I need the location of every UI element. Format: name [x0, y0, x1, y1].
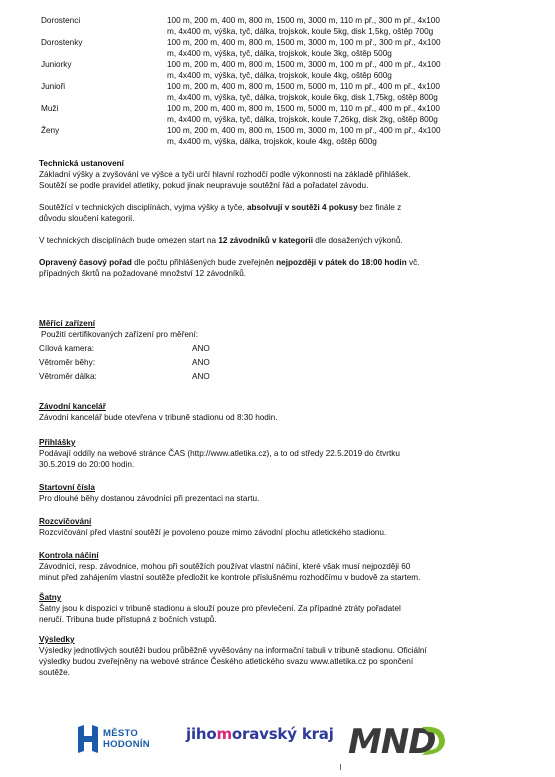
paragraph-line: Rozcvičování před vlastní soutěží je povoleno pouze mimo závodní plochu atletického stadionu. [39, 528, 387, 537]
measuring-row [39, 371, 499, 382]
measuring-section [39, 318, 499, 382]
measuring-row [39, 343, 499, 354]
paragraph-line: neručí. Tribuna bude přístupná z bočních vstupů. [39, 615, 217, 624]
discipline-list [167, 81, 496, 103]
section-title: Výsledky [39, 635, 75, 644]
section-title: Technická ustanovení [39, 159, 124, 168]
paragraph-line: Závodní kancelář bude otevřena v tribuně stadionu od 8:30 hodin. [39, 413, 278, 422]
paragraph-line: důvodu sloučení kategorií. [39, 214, 135, 223]
paragraph-line: Výsledky jednotlivých soutěží budou průběžně vyvěšovány na informační tabuli v tribuně stadionu. Oficiální [39, 646, 427, 655]
discipline-line: 100 m, 200 m, 400 m, 800 m, 1500 m, 5000 m, 110 m př., 400 m př., 4x100 [167, 104, 440, 113]
discipline-row [41, 59, 496, 81]
paragraph-line: Šatny jsou k dispozici v tribuně stadionu a slouží pouze pro převlečení. Za případné ztráty pořadatel [39, 604, 401, 613]
discipline-row [41, 37, 496, 59]
discipline-line: 100 m, 200 m, 400 m, 800 m, 1500 m, 3000 m, 100 m př., 400 m př., 4x100 [167, 60, 441, 69]
measuring-value: ANO [192, 344, 210, 353]
discipline-line: m, 4x400 m, výška, dálka, trojskok, koule 4kg, oštěp 600g [167, 137, 377, 146]
discipline-line: m, 4x400 m, výška, tyč, dálka, trojskok, koule 7,26kg, disk 2kg, oštěp 800g [167, 115, 438, 124]
measuring-label: Cílová kamera: [39, 344, 95, 353]
paragraph-line: výsledky budou zveřejněny na webové stránce Českého atletického svazu www.atletika.cz po spončení [39, 657, 414, 666]
mnd-logo [348, 719, 454, 761]
measuring-row [39, 357, 499, 368]
hodonin-h-icon [76, 723, 100, 755]
discipline-line: m, 4x400 m, výška, tyč, dálka, trojskok, koule 3kg, oštěp 500g [167, 49, 392, 58]
text: V technických disciplínách bude omezen start na [39, 236, 219, 245]
logo-text: oravský kraj [231, 725, 334, 743]
section-title: Kontrola náčiní [39, 551, 99, 560]
mesto-hodonin-text [103, 728, 150, 750]
bibs-section [39, 482, 499, 504]
paragraph-line: Soutěží se podle pravidel atletiky, pokud jinak neupravuje soutěžní řád a pořadatel závodu. [39, 181, 369, 190]
logo-text: jiho [186, 725, 217, 743]
disciplines-table [41, 15, 496, 147]
discipline-row [41, 103, 496, 125]
sponsor-logos [0, 715, 555, 765]
discipline-list [167, 15, 496, 37]
paragraph-line: Základní výšky a zvyšování ve výšce a tyči určí hlavní rozhodčí podle výkonnosti na základě přihlášek. [39, 170, 411, 179]
text: vč. [406, 258, 420, 267]
paragraph [39, 235, 499, 246]
bold-text: absolvují v soutěži 4 pokusy [246, 203, 358, 212]
warmup-section [39, 516, 499, 538]
discipline-list [167, 125, 496, 147]
discipline-list [167, 103, 496, 125]
paragraph-line: Pro dlouhé běhy dostanou závodníci při prezentaci na startu. [39, 494, 260, 503]
discipline-row [41, 81, 496, 103]
discipline-line: m, 4x400 m, výška, tyč, dálka, trojskok, koule 4kg, oštěp 600g [167, 71, 392, 80]
discipline-line: m, 4x400 m, výška, tyč, dálka, trojskok, koule 6kg, disk 1,75kg, oštěp 800g [167, 93, 438, 102]
paragraph-line: minut před zahájením vlastní soutěže předložit ke kontrole příslušnému rozhodčímu v budově za startem. [39, 573, 421, 582]
paragraph [39, 257, 499, 268]
paragraph-line: Podávají oddíly na webové stránce ČAS (http://www.atletika.cz), a to od středy 22.5.2019 do čtvrtku [39, 449, 400, 458]
paragraph [39, 202, 499, 213]
text: bez finále z [357, 203, 402, 212]
measuring-label: Větroměr dálka: [39, 372, 97, 381]
section-title: Startovní čísla [39, 483, 95, 492]
results-section [39, 634, 499, 678]
technical-section [39, 158, 499, 279]
logo-text-line: MĚSTO [103, 728, 139, 739]
category-label: Dorostenci [41, 16, 81, 25]
text: Soutěžící v technických disciplínách, vyjma výšky a tyče, [39, 203, 247, 212]
section-title: Šatny [39, 593, 62, 602]
discipline-line: 100 m, 200 m, 400 m, 800 m, 1500 m, 3000 m, 100 m př., 400 m př., 4x100 [167, 126, 441, 135]
bold-text: nejpozději v pátek do 18:00 hodin [276, 258, 407, 267]
category-label: Juniorky [41, 60, 72, 69]
page-mark [340, 764, 341, 770]
equipment-section [39, 550, 499, 583]
category-label: Ženy [41, 126, 60, 135]
discipline-row [41, 125, 496, 147]
paragraph-line: Závodníci, resp. závodnice, mohou při soutěžích používat vlastní náčiní, které však musí nejpozději 60 [39, 562, 411, 571]
discipline-line: 100 m, 200 m, 400 m, 800 m, 1500 m, 3000 m, 100 m př., 300 m př., 4x100 [167, 38, 441, 47]
logo-text-highlight: m [216, 725, 232, 743]
category-label: Dorostenky [41, 38, 83, 47]
bold-text: 12 závodníků v kategorii [218, 236, 313, 245]
measuring-value: ANO [192, 358, 210, 367]
discipline-line: 100 m, 200 m, 400 m, 800 m, 1500 m, 3000 m, 110 m př., 300 m př., 4x100 [167, 16, 440, 25]
office-section [39, 401, 499, 423]
discipline-list [167, 37, 496, 59]
logo-text-line: HODONÍN [103, 739, 150, 750]
section-title: Přihlášky [39, 438, 76, 447]
mesto-hodonin-logo [76, 723, 166, 759]
registration-section [39, 437, 499, 470]
text: dle dosažených výkonů. [312, 236, 403, 245]
section-title: Závodní kancelář [39, 402, 106, 411]
discipline-line: 100 m, 200 m, 400 m, 800 m, 1500 m, 5000 m, 110 m př., 400 m př., 4x100 [167, 82, 440, 91]
paragraph-line: Použití certifikovaných zařízení pro měření: [41, 330, 198, 339]
category-label: Muži [41, 104, 59, 113]
discipline-row [41, 15, 496, 37]
measuring-value: ANO [192, 372, 210, 381]
text: dle počtu přihlášených bude zveřejněn [131, 258, 277, 267]
category-label: Junioři [41, 82, 66, 91]
discipline-list [167, 59, 496, 81]
measuring-label: Větroměr běhy: [39, 358, 95, 367]
paragraph-line: 30.5.2019 do 20:00 hodin. [39, 460, 135, 469]
paragraph-line: případných škrtů na požadované množství 12 závodníků. [39, 269, 247, 278]
section-title: Měřící zařízení [39, 319, 95, 328]
bold-text: Opravený časový pořad [39, 258, 132, 267]
jihomoravsky-kraj-logo [186, 725, 334, 743]
mnd-logo-text: MND [348, 722, 436, 761]
paragraph-line: soutěže. [39, 668, 70, 677]
section-title: Rozcvičování [39, 517, 92, 526]
lockers-section [39, 592, 499, 625]
discipline-line: m, 4x400 m, výška, tyč, dálka, trojskok, koule 5kg, disk 1,5kg, oštěp 700g [167, 27, 434, 36]
